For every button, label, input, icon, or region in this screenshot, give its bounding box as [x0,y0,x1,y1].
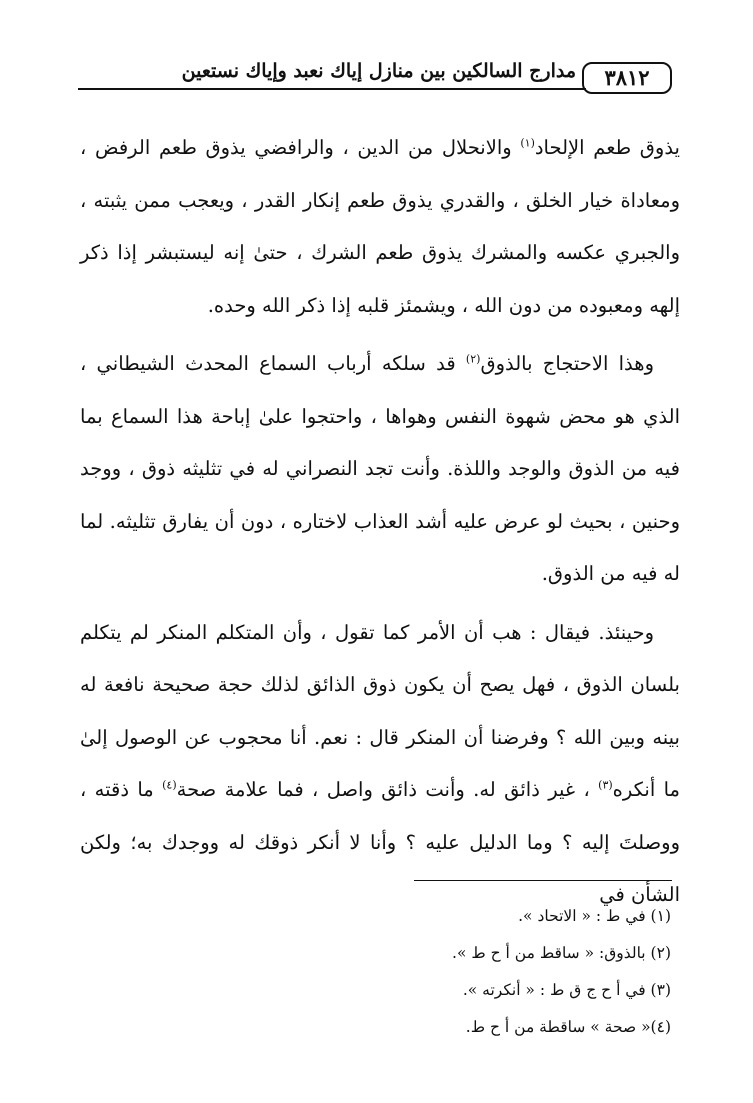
main-text [80,122,680,922]
page-number: ٣٨١٢ [582,62,672,94]
footnote-ref-4: (٤) [162,778,177,792]
footnote-1: (١) في ط : « الاتحاد ». [518,907,671,925]
footnotes [111,898,671,1046]
header-rule [78,88,586,90]
paragraph-2 [80,338,680,601]
footnote-ref-3: (٣) [598,778,613,792]
paragraph-text: وهذا الاحتجاج بالذوق [480,352,654,375]
paragraph-text: يذوق طعم الإلحاد [534,136,680,159]
footnote-4: (٤)« صحة » ساقطة من أ ح ط. [465,1018,671,1036]
footnote-2: (٢) بالذوق: « ساقط من أ ح ط ». [452,944,671,962]
page-header [78,52,672,100]
running-title: مدارج السالكين بين منازل إياك نعبد وإياك نستعين [181,60,576,82]
paragraph-text: قد سلكه أرباب السماع المحدث الشيطاني ، الذي هو محض شهوة النفس وهواها ، واحتجوا علىٰ إباحة هذا السماع بما فيه من الذوق والوجد واللذة. وأنت تجد النصراني له في تثليثه ذوق ، ووجد وحنين ، بحيث لو عرض عليه أشد العذاب لاختاره ، دون أن يفارق تثليثه. لما له فيه من الذوق. [80,352,680,585]
paragraph-1 [80,122,680,332]
paragraph-text: وحينئذ. فيقال : هب أن الأمر كما تقول ، وأن المتكلم المنكر لم يتكلم بلسان الذوق ، فهل يصح أن يكون ذوق الذائق لذلك حجة صحيحة نافعة له بينه وبين الله ؟ وفرضنا أن المنكر قال : نعم. أنا محجوب عن الوصول إلىٰ ما أنكره [80,620,680,801]
footnote-ref-1: (١) [520,136,535,150]
paragraph-text: ، غير ذائق له. وأنت ذائق واصل ، فما علامة صحة [176,778,599,801]
footnote-ref-2: (٢) [465,352,481,366]
footnote-separator [414,880,672,881]
paragraph-text: ما ذقته ، ووصلتَ إليه ؟ وما الدليل عليه ؟ وأنا لا أنكر ذوقك له ووجدك به؛ ولكن الشأن في [80,778,680,906]
paragraph-3 [80,607,680,922]
paragraph-text: والانحلال من الدين ، والرافضي يذوق طعم الرفض ، ومعاداة خيار الخلق ، والقدري يذوق طعم إنكار القدر ، ويعجب ممن يثبته ، والجبري عكسه والمشرك يذوق طعم الشرك ، حتىٰ إنه ليستبشر إذا ذكر إلهه ومعبوده من دون الله ، ويشمئز قلبه إذا ذكر الله وحده. [80,136,680,317]
footnote-3: (٣) في أ ح ج ق ط : « أنكرته ». [462,981,671,999]
